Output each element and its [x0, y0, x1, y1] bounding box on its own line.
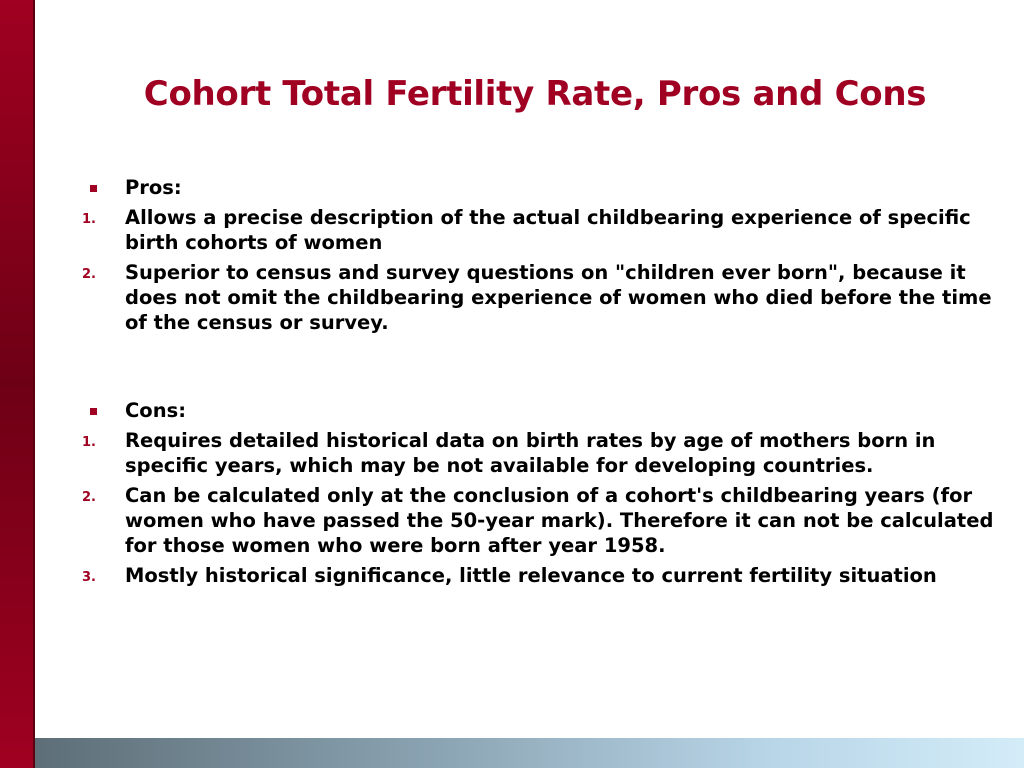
- list-number: 3.: [82, 570, 96, 585]
- list-item: [80, 260, 1010, 335]
- cons-heading: Cons:: [80, 398, 1010, 423]
- list-item: [80, 563, 1010, 588]
- list-item-text: Superior to census and survey questions on "children ever born", because it does not omit the childbearing experience of women who died before the time of the census or survey.: [125, 261, 992, 334]
- slide-content: [80, 175, 1010, 593]
- list-item: [80, 205, 1010, 255]
- list-item-text: Allows a precise description of the actual childbearing experience of specific birth cohorts of women: [125, 206, 971, 254]
- section-gap: [80, 340, 1010, 398]
- list-number: 1.: [82, 212, 96, 227]
- left-accent-bar: [0, 0, 33, 768]
- list-number: 2.: [82, 267, 96, 282]
- list-number: 1.: [82, 435, 96, 450]
- list-item-text: Can be calculated only at the conclusion of a cohort's childbearing years (for women who have passed the 50-year mark). Therefore it can not be calculated for those women who were born after year 1958.: [125, 484, 994, 557]
- slide-title: Cohort Total Fertility Rate, Pros and Cons: [143, 74, 927, 114]
- list-number: 2.: [82, 490, 96, 505]
- square-bullet-icon: [90, 185, 97, 192]
- bottom-gradient-bar: [35, 738, 1024, 768]
- pros-heading: Pros:: [80, 175, 1010, 200]
- square-bullet-icon: [90, 408, 97, 415]
- left-accent-bar-edge: [33, 0, 35, 768]
- list-item-text: Requires detailed historical data on birth rates by age of mothers born in specific years, which may be not available for developing countries.: [125, 429, 936, 477]
- list-item: [80, 483, 1010, 558]
- list-item-text: Mostly historical significance, little relevance to current fertility situation: [125, 564, 937, 587]
- list-item: [80, 428, 1010, 478]
